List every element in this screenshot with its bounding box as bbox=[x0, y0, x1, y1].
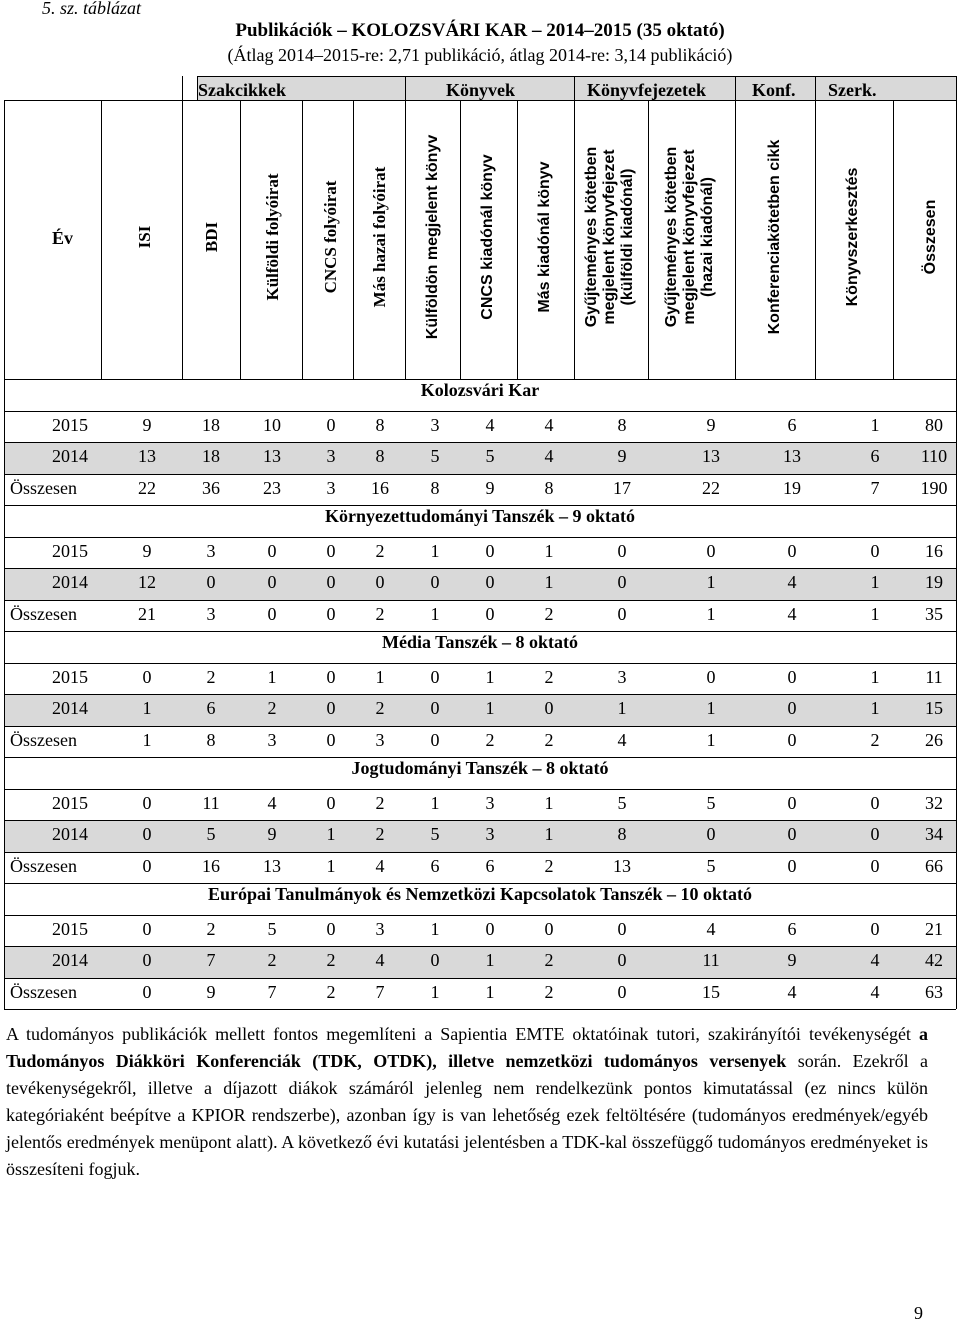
table-cell: 16 bbox=[202, 855, 220, 876]
paragraph-text-1: A tudományos publikációk mellett fontos megemlíteni a Sapientia EMTE oktatóinak tutori, szakirányítói tevékenységét bbox=[6, 1024, 919, 1044]
table-cell: 0 bbox=[326, 729, 336, 750]
table-cell: 0 bbox=[326, 603, 336, 624]
table-cell: 0 bbox=[870, 918, 880, 939]
table-cell: 0 bbox=[544, 698, 554, 718]
table-cell: 3 bbox=[485, 824, 495, 844]
grid-vline bbox=[353, 100, 354, 379]
grid-hline bbox=[4, 631, 956, 632]
grid-hline bbox=[4, 663, 956, 664]
section-title: Kolozsvári Kar bbox=[420, 380, 540, 400]
table-cell: 7 bbox=[375, 981, 385, 1002]
table-cell: 1 bbox=[430, 918, 440, 939]
section-title: Európai Tanulmányok és Nemzetközi Kapcsolatok Tanszék – 10 oktató bbox=[207, 884, 753, 904]
table-cell: 1 bbox=[485, 981, 495, 1002]
table-cell: 0 bbox=[267, 540, 277, 561]
grid-vline bbox=[956, 76, 957, 1009]
table-cell: 0 bbox=[787, 792, 797, 813]
col-header-kulfoldon-konyv: Külföldön megjelent könyv bbox=[424, 134, 441, 340]
col-header-gyujt-hazai-line1: Gyűjteményes kötetben bbox=[663, 146, 680, 328]
table-cell: 0 bbox=[375, 572, 385, 592]
table-cell: 0 bbox=[430, 698, 440, 718]
table-cell: 3 bbox=[326, 477, 336, 498]
table-cell: 4 bbox=[787, 603, 797, 624]
grid-hline bbox=[4, 789, 956, 790]
table-cell: 1 bbox=[375, 666, 385, 687]
table-cell: 0 bbox=[787, 855, 797, 876]
table-cell: 7 bbox=[870, 477, 880, 498]
group-vline bbox=[405, 76, 406, 100]
table-cell: 1 bbox=[142, 698, 152, 718]
grid-hline bbox=[4, 883, 956, 884]
table-cell: 2 bbox=[544, 666, 554, 687]
table-cell: 4 bbox=[617, 729, 627, 750]
table-cell: 5 bbox=[485, 446, 495, 466]
table-cell: 0 bbox=[142, 855, 152, 876]
table-cell: 19 bbox=[925, 572, 943, 592]
table-cell: 190 bbox=[920, 477, 948, 498]
row-label: 2015 bbox=[52, 792, 88, 813]
table-cell: 3 bbox=[206, 603, 216, 624]
table-cell: 0 bbox=[326, 414, 336, 435]
table-cell: 3 bbox=[375, 729, 385, 750]
table-cell: 18 bbox=[202, 414, 220, 435]
table-cell: 5 bbox=[706, 792, 716, 813]
group-szerk: Szerk. bbox=[828, 80, 877, 100]
group-vline bbox=[815, 76, 816, 100]
table-cell: 11 bbox=[925, 666, 943, 687]
grid-hline bbox=[4, 100, 956, 101]
table-cell: 1 bbox=[485, 950, 495, 970]
grid-hline bbox=[4, 505, 956, 506]
table-cell: 8 bbox=[375, 446, 385, 466]
table-cell: 0 bbox=[142, 792, 152, 813]
table-cell: 3 bbox=[326, 446, 336, 466]
table-cell: 15 bbox=[925, 698, 943, 718]
table-cell: 8 bbox=[544, 477, 554, 498]
grid-vline bbox=[517, 100, 518, 379]
table-cell: 63 bbox=[925, 981, 943, 1002]
row-label: 2014 bbox=[52, 698, 88, 718]
table-cell: 0 bbox=[617, 572, 627, 592]
col-header-gyujt-hazai bbox=[663, 147, 717, 328]
table-cell: 0 bbox=[870, 824, 880, 844]
table-cell: 1 bbox=[544, 792, 554, 813]
table-cell: 2 bbox=[206, 918, 216, 939]
col-header-gyujt-kulfoldi-line1: Gyűjteményes kötetben bbox=[583, 146, 600, 328]
grid-hline bbox=[4, 600, 956, 601]
table-cell: 0 bbox=[267, 603, 277, 624]
table-cell: 1 bbox=[544, 540, 554, 561]
grid-hline bbox=[4, 1009, 956, 1010]
table-cell: 9 bbox=[617, 446, 627, 466]
table-cell: 4 bbox=[870, 981, 880, 1002]
table-cell: 6 bbox=[430, 855, 440, 876]
table-cell: 1 bbox=[706, 729, 716, 750]
table-cell: 6 bbox=[485, 855, 495, 876]
table-cell: 13 bbox=[783, 446, 801, 466]
table-cell: 1 bbox=[544, 572, 554, 592]
table-cell: 0 bbox=[267, 572, 277, 592]
table-cell: 36 bbox=[202, 477, 220, 498]
table-cell: 0 bbox=[787, 729, 797, 750]
table-cell: 0 bbox=[430, 729, 440, 750]
table-cell: 0 bbox=[787, 698, 797, 718]
table-cell: 4 bbox=[375, 855, 385, 876]
grid-vline bbox=[182, 76, 183, 379]
table-cell: 0 bbox=[617, 540, 627, 561]
grid-vline bbox=[815, 100, 816, 379]
grid-hline bbox=[4, 379, 956, 380]
table-cell: 21 bbox=[138, 603, 156, 624]
table-cell: 13 bbox=[263, 446, 281, 466]
table-cell: 11 bbox=[702, 950, 720, 970]
table-cell: 0 bbox=[617, 950, 627, 970]
table-cell: 0 bbox=[870, 540, 880, 561]
table-cell: 13 bbox=[702, 446, 720, 466]
table-cell: 4 bbox=[787, 981, 797, 1002]
table-cell: 4 bbox=[870, 950, 880, 970]
table-cell: 4 bbox=[375, 950, 385, 970]
table-cell: 4 bbox=[267, 792, 277, 813]
table-cell: 6 bbox=[206, 698, 216, 718]
grid-hline bbox=[4, 568, 956, 569]
col-header-konyvszerkesztes: Könyvszerkesztés bbox=[844, 167, 861, 307]
grid-vline bbox=[574, 100, 575, 379]
grid-vline bbox=[405, 100, 406, 379]
table-cell: 5 bbox=[267, 918, 277, 939]
group-konyvfejezetek: Könyvfejezetek bbox=[587, 80, 706, 100]
table-cell: 0 bbox=[706, 666, 716, 687]
table-cell: 2 bbox=[267, 950, 277, 970]
table-cell: 21 bbox=[925, 918, 943, 939]
table-cell: 1 bbox=[870, 698, 880, 718]
grid-vline bbox=[735, 100, 736, 379]
col-header-konferencia: Konferenciakötetben cikk bbox=[766, 139, 783, 335]
col-header-mas-hazai: Más hazai folyóirat bbox=[370, 166, 389, 308]
table-cell: 34 bbox=[925, 824, 943, 844]
table-cell: 12 bbox=[138, 572, 156, 592]
col-header-mas-konyv: Más kiadónál könyv bbox=[536, 161, 553, 313]
col-header-gyujt-hazai-line3: (hazai kiadónál) bbox=[699, 176, 716, 298]
table-cell: 9 bbox=[485, 477, 495, 498]
table-cell: 8 bbox=[375, 414, 385, 435]
table-cell: 9 bbox=[142, 414, 152, 435]
table-cell: 80 bbox=[925, 414, 943, 435]
table-cell: 9 bbox=[706, 414, 716, 435]
grid-hline bbox=[4, 820, 956, 821]
table-cell: 1 bbox=[142, 729, 152, 750]
col-header-ev: Év bbox=[52, 228, 74, 248]
table-cell: 0 bbox=[326, 540, 336, 561]
table-cell: 42 bbox=[925, 950, 943, 970]
table-cell: 1 bbox=[485, 698, 495, 718]
col-header-gyujt-kulfoldi-line3: (külföldi kiadónál) bbox=[619, 168, 636, 306]
table-cell: 0 bbox=[485, 572, 495, 592]
row-label: 2015 bbox=[52, 918, 88, 939]
table-cell: 2 bbox=[544, 603, 554, 624]
table-cell: 1 bbox=[430, 981, 440, 1002]
table-cell: 0 bbox=[326, 792, 336, 813]
table-cell: 66 bbox=[925, 855, 943, 876]
table-cell: 7 bbox=[267, 981, 277, 1002]
group-vline bbox=[735, 76, 736, 100]
table-cell: 0 bbox=[706, 540, 716, 561]
row-label: Összesen bbox=[10, 603, 77, 624]
row-label: 2015 bbox=[52, 666, 88, 687]
table-cell: 0 bbox=[544, 918, 554, 939]
table-cell: 4 bbox=[544, 414, 554, 435]
grid-vline bbox=[4, 100, 5, 1009]
grid-hline bbox=[4, 694, 956, 695]
table-cell: 35 bbox=[925, 603, 943, 624]
col-header-osszesen: Összesen bbox=[922, 199, 939, 275]
table-cell: 1 bbox=[870, 666, 880, 687]
col-header-isi: ISI bbox=[135, 225, 154, 249]
table-cell: 0 bbox=[485, 918, 495, 939]
grid-hline bbox=[4, 757, 956, 758]
row-label: 2015 bbox=[52, 540, 88, 561]
table-cell: 0 bbox=[142, 918, 152, 939]
table-cell: 1 bbox=[326, 855, 336, 876]
table-cell: 22 bbox=[702, 477, 720, 498]
table-cell: 0 bbox=[206, 572, 216, 592]
table-cell: 0 bbox=[430, 950, 440, 970]
grid-hline bbox=[4, 726, 956, 727]
table-cell: 17 bbox=[613, 477, 631, 498]
table-cell: 0 bbox=[430, 572, 440, 592]
table-cell: 2 bbox=[544, 950, 554, 970]
table-cell: 6 bbox=[787, 414, 797, 435]
table-cell: 0 bbox=[142, 824, 152, 844]
table-cell: 2 bbox=[375, 824, 385, 844]
col-header-cncs-folyoirat: CNCS folyóirat bbox=[321, 180, 340, 294]
table-cell: 9 bbox=[142, 540, 152, 561]
table-cell: 2 bbox=[267, 698, 277, 718]
table-cell: 0 bbox=[485, 603, 495, 624]
table-cell: 16 bbox=[371, 477, 389, 498]
table-cell: 5 bbox=[206, 824, 216, 844]
table-cell: 0 bbox=[617, 981, 627, 1002]
grid-vline bbox=[460, 100, 461, 379]
table-cell: 8 bbox=[206, 729, 216, 750]
table-cell: 3 bbox=[485, 792, 495, 813]
table-cell: 2 bbox=[326, 950, 336, 970]
table-cell: 1 bbox=[430, 792, 440, 813]
grid-hline bbox=[4, 411, 956, 412]
table-cell: 3 bbox=[375, 918, 385, 939]
table-cell: 2 bbox=[375, 603, 385, 624]
col-header-gyujt-kulfoldi bbox=[583, 147, 637, 328]
paragraph-bold-text: a Tudományos Diákköri Konferenciák (TDK, OTDK), illetve nemzetközi tudományos versenyek bbox=[6, 1024, 928, 1071]
table-cell: 9 bbox=[787, 950, 797, 970]
grid-vline bbox=[101, 100, 102, 379]
table-cell: 2 bbox=[485, 729, 495, 750]
row-label: 2014 bbox=[52, 824, 88, 844]
table-cell: 0 bbox=[326, 572, 336, 592]
table-cell: 22 bbox=[138, 477, 156, 498]
table-cell: 1 bbox=[485, 666, 495, 687]
table-cell: 3 bbox=[617, 666, 627, 687]
paragraph-text-2: során. Ezekről a tevékenységekről, illetve a díjazott diákok számáról jelenleg nem rendelkezünk pontos kimutatással (ez nincs külön kategóriaként beépítve a KPIOR rendszerbe), azonban így is van lehetőség ezek feltöltésére (tudományos eredmények/egyéb jelentős eredmények menüpont alatt). A következő évi kutatási jelentésben a TDK-kal összefüggő tudományos eredményeket is összesíteni fogjuk. bbox=[6, 1051, 928, 1179]
table-cell: 1 bbox=[706, 698, 716, 718]
table-cell: 0 bbox=[706, 824, 716, 844]
row-label: 2014 bbox=[52, 572, 88, 592]
table-cell: 9 bbox=[206, 981, 216, 1002]
table-cell: 2 bbox=[375, 698, 385, 718]
table-cell: 2 bbox=[375, 540, 385, 561]
table-caption: 5. sz. táblázat bbox=[42, 0, 142, 18]
table-cell: 0 bbox=[870, 855, 880, 876]
table-cell: 13 bbox=[263, 855, 281, 876]
group-vline bbox=[574, 76, 575, 100]
table-cell: 0 bbox=[142, 981, 152, 1002]
table-cell: 5 bbox=[430, 446, 440, 466]
table-cell: 1 bbox=[870, 414, 880, 435]
col-header-bdi: BDI bbox=[202, 221, 221, 253]
table-cell: 2 bbox=[206, 666, 216, 687]
table-cell: 0 bbox=[142, 666, 152, 687]
table-cell: 16 bbox=[925, 540, 943, 561]
table-title: Publikációk – KOLOZSVÁRI KAR – 2014–2015 (35 oktató) bbox=[235, 20, 725, 41]
table-cell: 1 bbox=[870, 603, 880, 624]
section-title: Környezettudományi Tanszék – 9 oktató bbox=[324, 506, 636, 526]
table-cell: 18 bbox=[202, 446, 220, 466]
col-header-cncs-konyv: CNCS kiadónál könyv bbox=[479, 154, 496, 320]
col-header-gyujt-hazai-line2: megjelent könyvfejezet bbox=[681, 149, 698, 325]
table-cell: 8 bbox=[617, 414, 627, 435]
col-header-kulfoldi: Külföldi folyóirat bbox=[263, 173, 282, 301]
table-cell: 2 bbox=[544, 981, 554, 1002]
table-cell: 0 bbox=[142, 950, 152, 970]
table-cell: 1 bbox=[617, 698, 627, 718]
table-cell: 13 bbox=[138, 446, 156, 466]
table-cell: 1 bbox=[870, 572, 880, 592]
grid-vline bbox=[240, 100, 241, 379]
table-cell: 4 bbox=[485, 414, 495, 435]
page-number: 9 bbox=[914, 1303, 923, 1323]
table-cell: 2 bbox=[375, 792, 385, 813]
grid-hline-top bbox=[197, 76, 956, 77]
table-cell: 2 bbox=[870, 729, 880, 750]
table-cell: 0 bbox=[326, 666, 336, 687]
table-cell: 2 bbox=[544, 855, 554, 876]
row-label: Összesen bbox=[10, 729, 77, 750]
table-cell: 5 bbox=[706, 855, 716, 876]
table-cell: 13 bbox=[613, 855, 631, 876]
table-cell: 3 bbox=[430, 414, 440, 435]
grid-hline bbox=[4, 537, 956, 538]
table-cell: 110 bbox=[920, 446, 948, 466]
grid-hline bbox=[4, 852, 956, 853]
table-cell: 5 bbox=[617, 792, 627, 813]
table-cell: 0 bbox=[787, 540, 797, 561]
table-cell: 3 bbox=[206, 540, 216, 561]
table-cell: 5 bbox=[430, 824, 440, 844]
table-cell: 4 bbox=[706, 918, 716, 939]
table-cell: 1 bbox=[706, 603, 716, 624]
table-cell: 2 bbox=[326, 981, 336, 1002]
group-szakcikkek: Szakcikkek bbox=[198, 80, 287, 100]
grid-vline bbox=[648, 100, 649, 379]
body-paragraph bbox=[6, 1021, 928, 1183]
table-cell: 1 bbox=[267, 666, 277, 687]
table-cell: 4 bbox=[544, 446, 554, 466]
table-cell: 0 bbox=[430, 666, 440, 687]
table-cell: 6 bbox=[787, 918, 797, 939]
table-cell: 0 bbox=[617, 603, 627, 624]
row-label: Összesen bbox=[10, 477, 77, 498]
grid-hline bbox=[4, 978, 956, 979]
group-konf: Konf. bbox=[752, 80, 796, 100]
grid-hline bbox=[4, 946, 956, 947]
table-cell: 10 bbox=[263, 414, 281, 435]
row-label: Összesen bbox=[10, 981, 77, 1002]
group-konyvek: Könyvek bbox=[446, 80, 516, 100]
table-cell: 1 bbox=[430, 603, 440, 624]
table-cell: 0 bbox=[787, 824, 797, 844]
table-cell: 26 bbox=[925, 729, 943, 750]
group-vline bbox=[197, 76, 198, 100]
row-label: 2014 bbox=[52, 950, 88, 970]
table-subtitle: (Átlag 2014–2015-re: 2,71 publikáció, átlag 2014-re: 3,14 publikáció) bbox=[227, 45, 733, 65]
table-cell: 0 bbox=[326, 698, 336, 718]
table-cell: 8 bbox=[430, 477, 440, 498]
row-label: Összesen bbox=[10, 855, 77, 876]
table-cell: 23 bbox=[263, 477, 281, 498]
table-cell: 3 bbox=[267, 729, 277, 750]
table-cell: 7 bbox=[206, 950, 216, 970]
table-cell: 1 bbox=[544, 824, 554, 844]
table-cell: 2 bbox=[544, 729, 554, 750]
table-cell: 0 bbox=[326, 918, 336, 939]
table-cell: 1 bbox=[430, 540, 440, 561]
section-title: Média Tanszék – 8 oktató bbox=[381, 632, 579, 652]
row-label: 2015 bbox=[52, 414, 88, 435]
table-cell: 1 bbox=[706, 572, 716, 592]
table-cell: 19 bbox=[783, 477, 801, 498]
col-header-gyujt-kulfoldi-line2: megjelent könyvfejezet bbox=[601, 149, 618, 325]
table-cell: 0 bbox=[617, 918, 627, 939]
row-label: 2014 bbox=[52, 446, 88, 466]
grid-vline bbox=[893, 100, 894, 379]
table-cell: 1 bbox=[326, 824, 336, 844]
table-cell: 6 bbox=[870, 446, 880, 466]
table-cell: 8 bbox=[617, 824, 627, 844]
table-cell: 9 bbox=[267, 824, 277, 844]
grid-hline bbox=[4, 915, 956, 916]
table-cell: 0 bbox=[870, 792, 880, 813]
section-title: Jogtudományi Tanszék – 8 oktató bbox=[351, 758, 609, 778]
table-cell: 11 bbox=[202, 792, 220, 813]
table-cell: 15 bbox=[702, 981, 720, 1002]
table-cell: 0 bbox=[787, 666, 797, 687]
grid-vline bbox=[302, 100, 303, 379]
grid-hline bbox=[4, 442, 956, 443]
table-cell: 4 bbox=[787, 572, 797, 592]
table-cell: 32 bbox=[925, 792, 943, 813]
grid-hline bbox=[4, 474, 956, 475]
table-cell: 0 bbox=[485, 540, 495, 561]
